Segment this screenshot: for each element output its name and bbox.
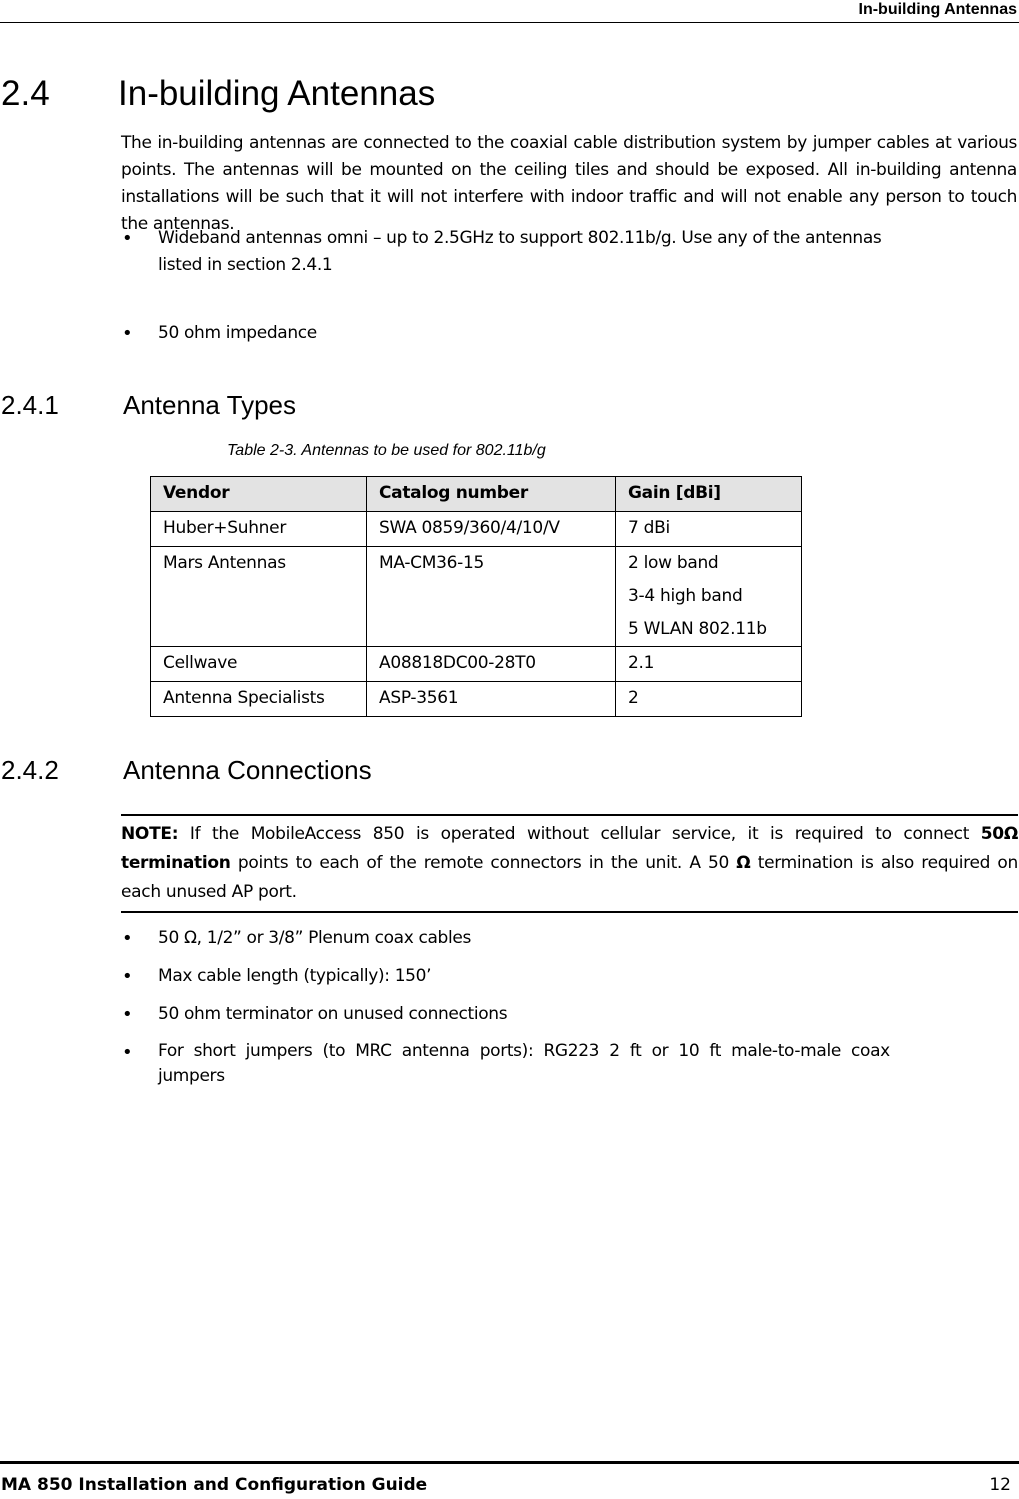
bullet-text: 50 ohm terminator on unused connections <box>158 1004 508 1024</box>
catalog-cell: MA-CM36-15 <box>367 547 616 647</box>
bullet-text: 50 ohm impedance <box>158 323 317 343</box>
subsection-heading-connections <box>1 755 372 786</box>
bullet-icon: • <box>122 1042 133 1063</box>
column-header: Vendor <box>151 477 367 512</box>
header-title: In-building Antennas <box>858 1 1017 18</box>
subsection-number: 2.4.2 <box>1 755 59 785</box>
note-emphasis: 50Ω termination <box>121 824 1018 873</box>
bullet-icon: • <box>122 323 133 344</box>
intro-paragraph: The in-building antennas are connected to the coaxial cable distribution system by jumper cables at various points. The antennas will be mounted on the ceiling tiles and should be exposed. All in-building antenna installations will be such that it will not interfere with indoor traffic and will not enable any person to touch the antennas. <box>121 133 1017 234</box>
page-number: 12 <box>989 1475 1011 1495</box>
gain-cell: 2.1 <box>616 647 802 682</box>
note-label: NOTE: <box>121 824 179 844</box>
table-row <box>151 547 802 647</box>
bullet-icon: • <box>122 228 133 249</box>
subsection-title: Antenna Connections <box>123 755 372 785</box>
table-header-row <box>151 477 802 512</box>
bullet-icon: • <box>122 928 133 949</box>
bullet-icon: • <box>122 1004 133 1025</box>
footer-guide-title: MA 850 Installation and Configuration Guide <box>1 1475 428 1495</box>
subsection-heading-types <box>1 390 296 421</box>
note-box: NOTE: If the MobileAccess 850 is operated without cellular service, it is required to connect 50Ω termination points to each of the remote connectors in the unit. A 50 Ω termination is also required on each unused AP port. <box>121 814 1018 913</box>
column-header: Gain [dBi] <box>616 477 802 512</box>
gain-cell: 2 low band 3-4 high band 5 WLAN 802.11b <box>616 547 802 647</box>
column-header: Catalog number <box>367 477 616 512</box>
page-header <box>0 0 1019 23</box>
bullet-text: For short jumpers (to MRC antenna ports): RG223 2 ft or 10 ft male-to-male coax jumpers <box>158 1041 890 1086</box>
gain-cell: 2 <box>616 682 802 717</box>
page-footer <box>0 1461 1019 1499</box>
bullet-icon: • <box>122 966 133 987</box>
table-caption: Table 2-3. Antennas to be used for 802.11b/g <box>227 442 546 459</box>
catalog-cell: ASP-3561 <box>367 682 616 717</box>
bullet-text: Max cable length (typically): 150’ <box>158 966 432 986</box>
table-row <box>151 647 802 682</box>
vendor-cell: Huber+Suhner <box>151 512 367 547</box>
bullet-text: 50 Ω, 1/2” or 3/8” Plenum coax cables <box>158 928 471 948</box>
table-row <box>151 512 802 547</box>
table-row <box>151 682 802 717</box>
subsection-title: Antenna Types <box>123 390 296 420</box>
gain-cell: 7 dBi <box>616 512 802 547</box>
catalog-cell: SWA 0859/360/4/10/V <box>367 512 616 547</box>
bullet-text: Wideband antennas omni – up to 2.5GHz to support 802.11b/g. Use any of the antennas listed in section 2.4.1 <box>158 228 882 275</box>
catalog-cell: A08818DC00-28T0 <box>367 647 616 682</box>
vendor-cell: Antenna Specialists <box>151 682 367 717</box>
subsection-number: 2.4.1 <box>1 390 59 420</box>
section-title: In-building Antennas <box>118 74 436 113</box>
antenna-table <box>150 476 802 717</box>
vendor-cell: Cellwave <box>151 647 367 682</box>
section-heading <box>1 74 435 114</box>
vendor-cell: Mars Antennas <box>151 547 367 647</box>
section-number: 2.4 <box>1 74 50 113</box>
